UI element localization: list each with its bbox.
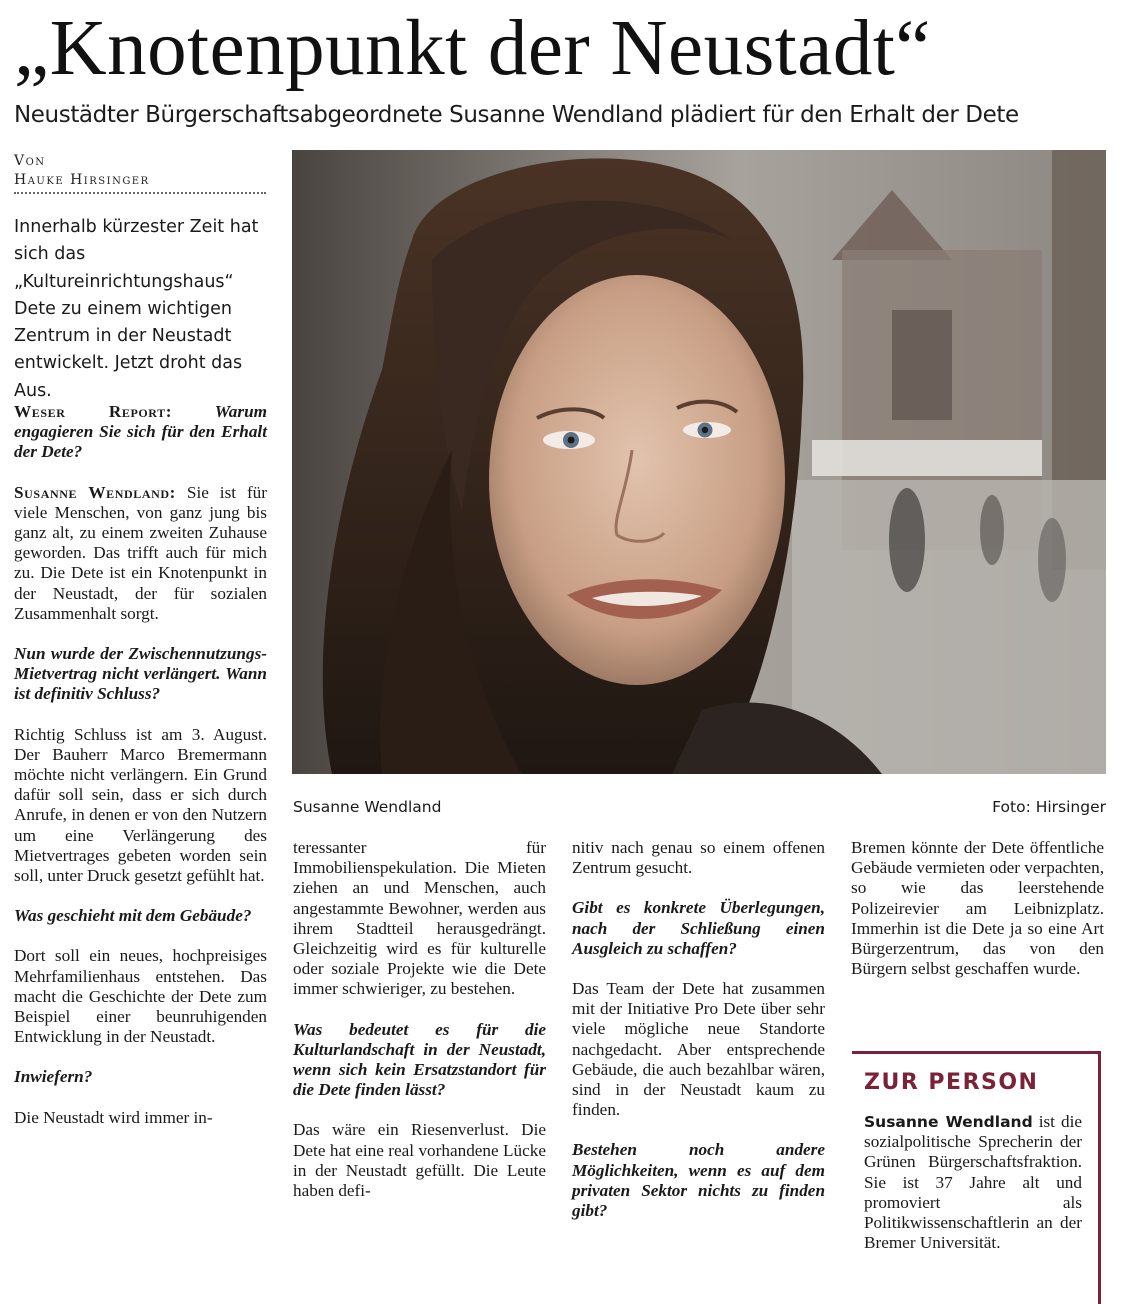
question-5: Was bedeutet es für die Kulturlandschaft in der Neustadt, wenn sich kein Ersatzstandort für die Dete finden lässt? [293, 1019, 546, 1100]
headline: „Knotenpunkt der Neustadt“ [14, 5, 931, 92]
interviewee-label: Susanne Wendland: [14, 482, 176, 502]
photo-caption: Susanne Wendland [293, 798, 442, 816]
answer-4-start: Die Neustadt wird immer in- [14, 1107, 213, 1127]
interviewer-label: Weser Report: [14, 402, 173, 421]
article-column-3 [572, 838, 825, 1221]
answer-4-end: teressanter für Immobilienspekulation. Die Mieten ziehen an und Menschen, auch angestammte Bewohner, werden aus ihrem Stadtteil herausgedrängt. Gleichzeitig wird es für kulturelle oder soziale Projekte wie die Dete immer schwieriger, zu bestehen. [293, 838, 546, 999]
answer-7: Bremen könnte der Dete öffentliche Gebäude vermieten oder verpachten, so wie das leerstehende Polizeirevier am Leibnizplatz. Immerhin ist die Dete ja so eine Art Bürgerzentrum, das von den Bürgern selbst geschaffen wurde. [851, 838, 1104, 979]
byline-prefix: Von [14, 153, 46, 169]
answer-5-end: nitiv nach genau so einem offenen Zentrum gesucht. [572, 838, 825, 878]
question-6: Gibt es konkrete Überlegungen, nach der Schließung einen Ausgleich zu schaffen? [572, 898, 825, 958]
article-column-2 [293, 838, 546, 1201]
article-column-1 [14, 402, 267, 1128]
byline-divider [14, 192, 266, 194]
person-box-text [864, 1112, 1082, 1253]
question-7: Bestehen noch andere Möglichkeiten, wenn es auf dem privaten Sektor nichts zu finden gibt? [572, 1140, 825, 1221]
question-4: Inwiefern? [14, 1067, 93, 1087]
question-1: Weser Report: Warum engagieren Sie sich für den Erhalt der Dete? [14, 402, 268, 462]
byline-author: Hauke Hirsinger [14, 172, 150, 188]
question-3: Was geschieht mit dem Gebäude? [14, 906, 252, 926]
portrait-photo [292, 150, 1106, 774]
portrait-image [292, 150, 1106, 774]
subheadline: Neustädter Bürgerschaftsabgeordnete Susanne Wendland plädiert für den Erhalt der Dete [14, 102, 1019, 128]
answer-3: Dort soll ein neues, hochpreisiges Mehrfamilienhaus entstehen. Das macht die Geschichte der Dete zum Beispiel einer beunruhigenden Entwicklung in der Neustadt. [14, 946, 267, 1047]
person-description: ist die sozialpolitische Sprecherin der Grünen Bürgerschaftsfraktion. Sie ist 37 Jahre alt und promoviert als Politikwissenschaftlerin an der Bremer Universität. [864, 1112, 1082, 1253]
person-box-title: ZUR PERSON [864, 1070, 1039, 1095]
question-2: Nun wurde der Zwischennutzungs-Mietvertrag nicht verlängert. Wann ist definitiv Schluss? [14, 644, 267, 704]
article-column-4 [851, 838, 1104, 979]
answer-1: Susanne Wendland: Sie ist für viele Menschen, von ganz jung bis ganz alt, zu einem zweiten Zuhause geworden. Das trifft auch für mich zu. Die Dete ist ein Knotenpunkt in der Neustadt, der für sozialen Zusammenhalt sorgt. [14, 482, 268, 623]
answer-2: Richtig Schluss ist am 3. August. Der Bauherr Marco Bremermann möchte nicht verlängern. Ein Grund dafür soll sein, dass er sich durch Anrufe, in denen er von den Nutzern um eine Verlängerung des Mietvertrages gebeten worden sein soll, unter Druck gesetzt gefühlt hat. [14, 724, 267, 886]
answer-5-start: Das wäre ein Riesenverlust. Die Dete hat eine real vorhandene Lücke in der Neustadt gefüllt. Die Leute haben defi- [293, 1120, 546, 1201]
article-intro: Innerhalb kürzester Zeit hat sich das „Kultureinrichtungshaus“ Dete zu einem wichtigen Zentrum in der Neustadt entwickelt. Jetzt droht das Aus. [14, 217, 259, 401]
person-name: Susanne Wendland [864, 1113, 1033, 1131]
photo-credit: Foto: Hirsinger [992, 798, 1106, 816]
answer-6: Das Team der Dete hat zusammen mit der Initiative Pro Dete über sehr viele mögliche neue Standorte nachgedacht. Aber entsprechende Gebäude, die auch bezahlbar wären, sind in der Neustadt kaum zu finden. [572, 979, 825, 1120]
